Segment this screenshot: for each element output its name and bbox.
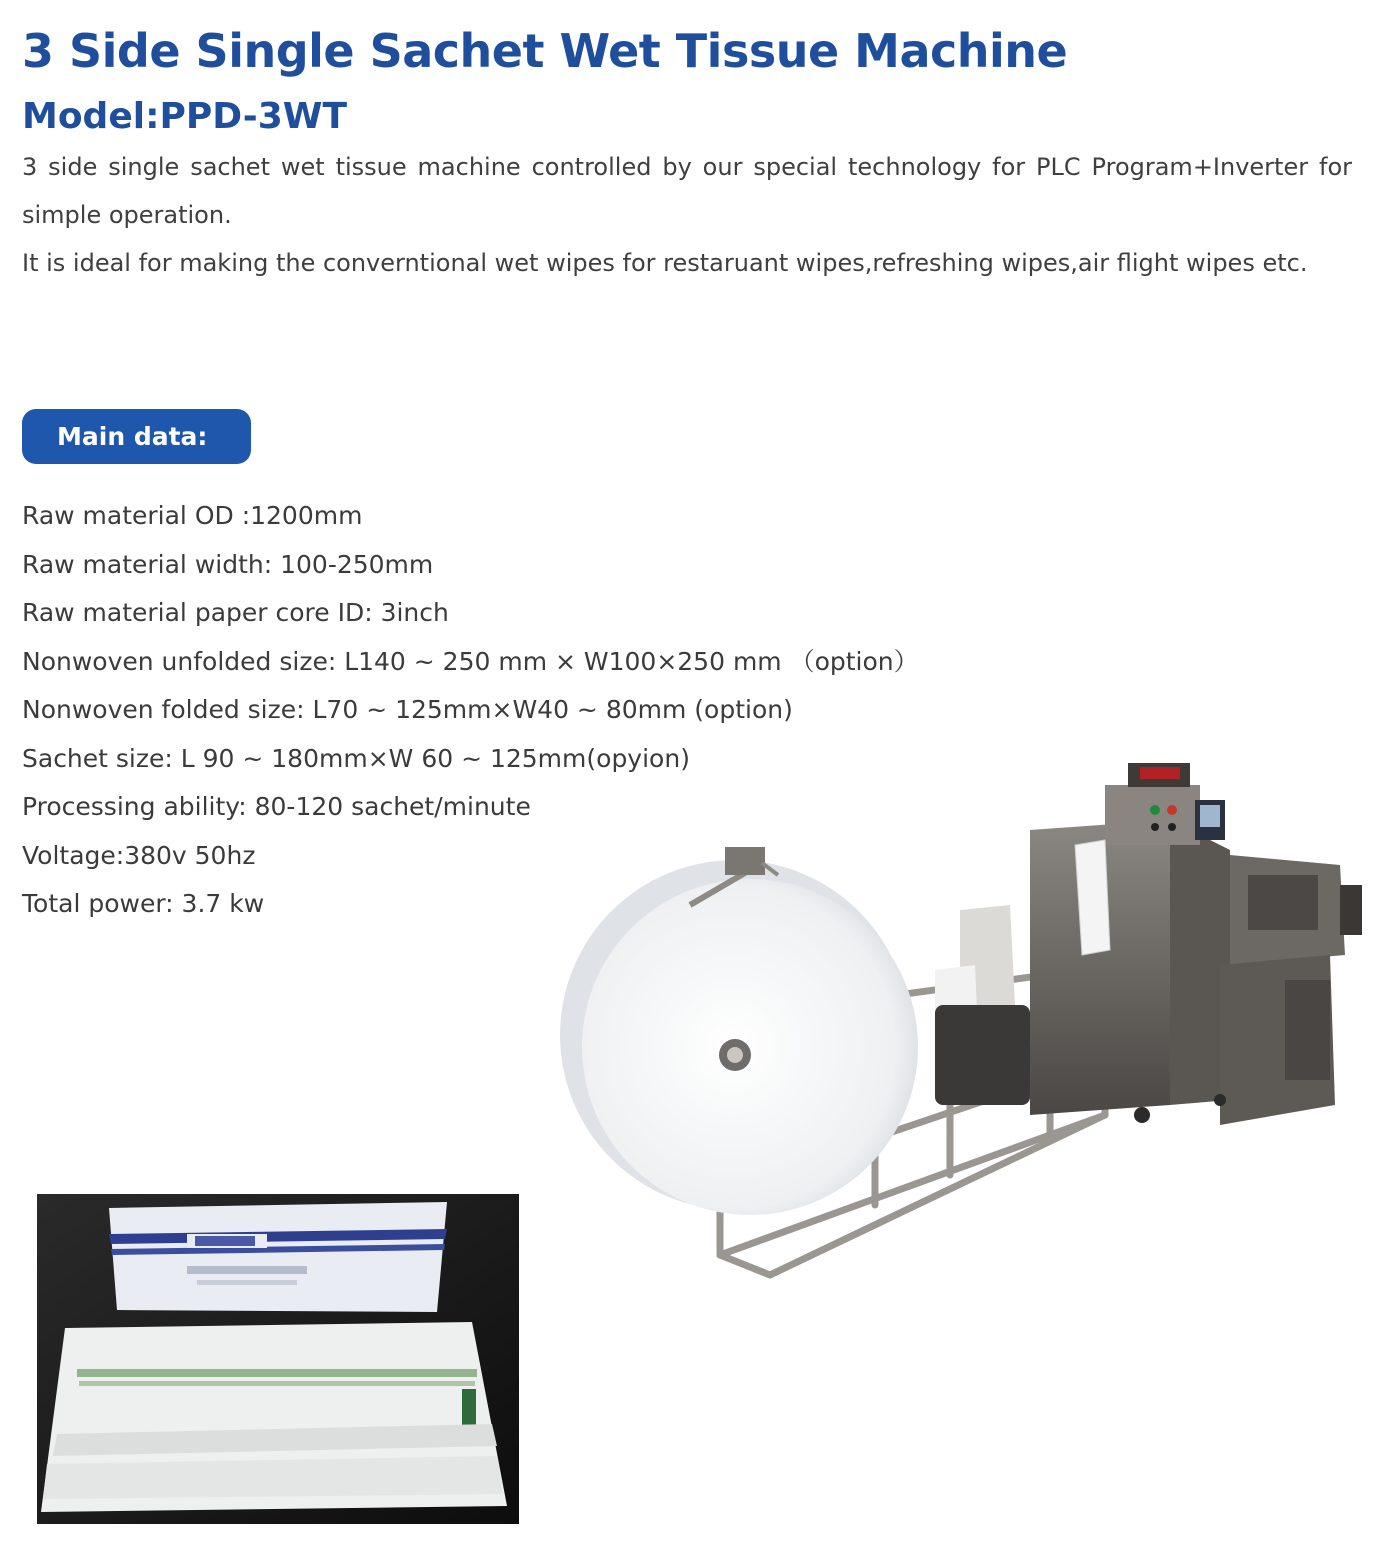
main-data-badge: Main data: — [22, 409, 251, 464]
spec-item: Raw material width: 100-250mm — [22, 549, 434, 579]
spec-item: Processing ability: 80-120 sachet/minute — [22, 792, 531, 821]
product-photo — [37, 1194, 519, 1524]
spec-item: Sachet size: L 90 ~ 180mm×W 60 ~ 125mm(opyion) — [22, 743, 690, 773]
spec-item: Nonwoven folded size: L70 ~ 125mm×W40 ~ 80mm (option) — [22, 695, 793, 724]
machine-photo — [530, 755, 1370, 1285]
description — [22, 143, 1352, 287]
spec-item: Raw material paper core ID: 3inch — [22, 598, 449, 627]
page-title: 3 Side Single Sachet Wet Tissue Machine — [22, 24, 1068, 78]
model-number: Model:PPD-3WT — [22, 96, 348, 137]
description-paragraph: It is ideal for making the converntional wet wipes for restaruant wipes,refreshing wipes,air flight wipes etc. — [22, 249, 1308, 277]
spec-item: Voltage:380v 50hz — [22, 840, 256, 870]
spec-item: Nonwoven unfolded size: L140 ~ 250 mm × W100×250 mm （option） — [22, 646, 919, 676]
spec-item: Raw material OD :1200mm — [22, 501, 363, 530]
description-paragraph: 3 side single sachet wet tissue machine controlled by our special technology for PLC Program+Inverter for simple operation. — [22, 153, 1352, 229]
spec-item: Total power: 3.7 kw — [22, 889, 265, 918]
